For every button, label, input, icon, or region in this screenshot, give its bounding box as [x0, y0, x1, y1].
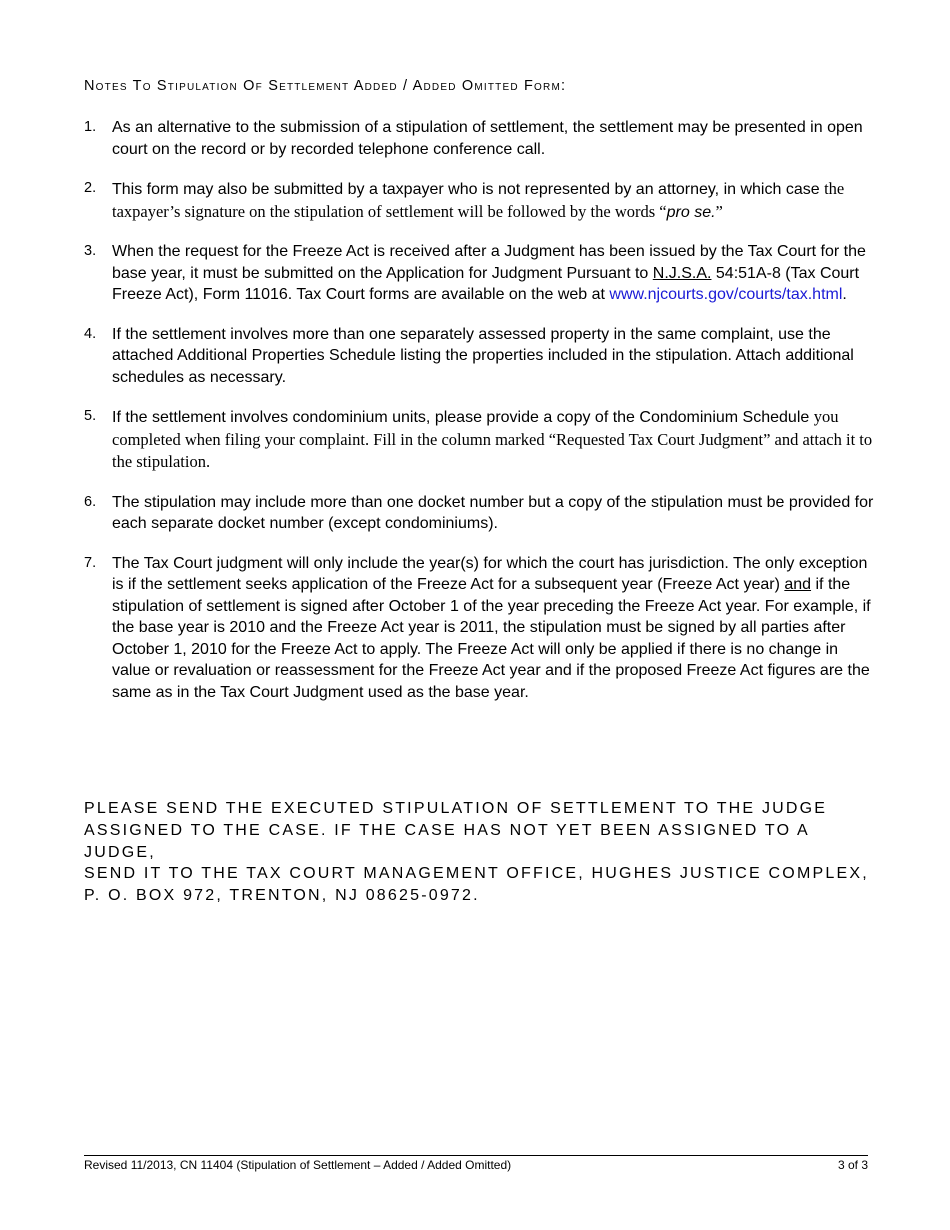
note-number: 7. [84, 554, 97, 571]
tax-court-website-link[interactable]: www.njcourts.gov/courts/tax.html [609, 286, 843, 303]
footer-revision: Revised 11/2013, CN 11404 (Stipulation of Settlement – Added / Added Omitted) [84, 1158, 512, 1172]
note-item-3 [84, 241, 874, 306]
footer-page-number: 3 of 3 [837, 1158, 868, 1172]
note-text-part: ” [715, 201, 723, 221]
note-text-part: The Tax Court judgment will only include the year(s) for which the court has jurisdiction. The only exception is if the settlement seeks application of the Freeze Act for a subsequent year (Freeze Act year) [112, 554, 868, 593]
note-item-4 [84, 324, 874, 389]
note-text-part: 54:51A-8 (Tax Court Freeze Act), Form 11016. Tax Court forms are available on the web at [112, 264, 860, 303]
note-number: 1. [84, 119, 97, 135]
note-item-2 [84, 178, 874, 223]
note-text-part: the taxpayer’s signature on the stipulation of settlement will be followed by the words “ [112, 179, 845, 221]
note-text: As an alternative to the submission of a stipulation of settlement, the settlement may be presented in open court on the record or by recorded telephone conference call. [112, 119, 863, 158]
note-text-part: . [842, 286, 847, 303]
note-text: If the settlement involves more than one separately assessed property in the same complaint, use the attached Additional Properties Schedule listing the properties included in the stipulation. Attach additional schedules as necessary. [112, 325, 854, 386]
note-number: 3. [84, 243, 97, 259]
notes-heading: Notes To Stipulation Of Settlement Added / Added Omitted Form: [84, 78, 567, 94]
footer-divider [84, 1155, 868, 1156]
note-item-5 [84, 406, 874, 474]
note-item-7 [84, 553, 874, 704]
note-text [112, 406, 874, 474]
note-text-part: This form may also be submitted by a taxpayer who is not represented by an attorney, in which case [112, 181, 825, 198]
note-text [112, 241, 874, 306]
note-text-part: When the request for the Freeze Act is received after a Judgment has been issued by the Tax Court for the base year, it must be submitted on the Application for Judgment Pursuant to [112, 243, 866, 282]
note-text: The stipulation may include more than one docket number but a copy of the stipulation must be provided for each separate docket number (except condominiums). [112, 493, 874, 532]
pro-se-term: pro se. [666, 203, 716, 221]
note-number: 6. [84, 493, 97, 510]
note-text-part: you completed when filing your complaint. Fill in the column marked “Requested Tax Court Judgment” and attach it to the stipulation. [112, 407, 873, 471]
note-number: 2. [84, 180, 97, 196]
emphasized-and: and [784, 576, 812, 593]
note-text [112, 553, 874, 704]
statute-citation: N.J.S.A. [652, 264, 712, 282]
note-item-1 [84, 117, 874, 160]
note-text-part: If the settlement involves condominium units, please provide a copy of the Condominium Schedule [112, 409, 814, 426]
note-text [112, 178, 874, 223]
note-item-6 [84, 492, 874, 535]
note-number: 4. [84, 325, 97, 342]
note-number: 5. [84, 408, 97, 424]
note-text-part: if the stipulation of settlement is signed after October 1 of the year preceding the Freeze Act year. For example, if the base year is 2010 and the Freeze Act year is 2011, the stipulation must be signed by all parties after October 1, 2010 for the Freeze Act to apply. The Freeze Act will only be applied if there is no change in value or revaluation or reassessment for the Freeze Act year and if the proposed Freeze Act figures are the same as in the Tax Court Judgment used as the base year. [112, 576, 871, 701]
submission-instruction: PLEASE SEND THE EXECUTED STIPULATION OF SETTLEMENT TO THE JUDGE ASSIGNED TO THE CASE. IF THE CASE HAS NOT YET BEEN ASSIGNED TO A JUDGE, SEND IT TO THE TAX COURT MANAGEMENT OFFICE, HUGHES JUSTICE COMPLEX, P. O. BOX 972, TRENTON, NJ 08625-0972. [84, 800, 869, 905]
notes-list [84, 117, 874, 721]
